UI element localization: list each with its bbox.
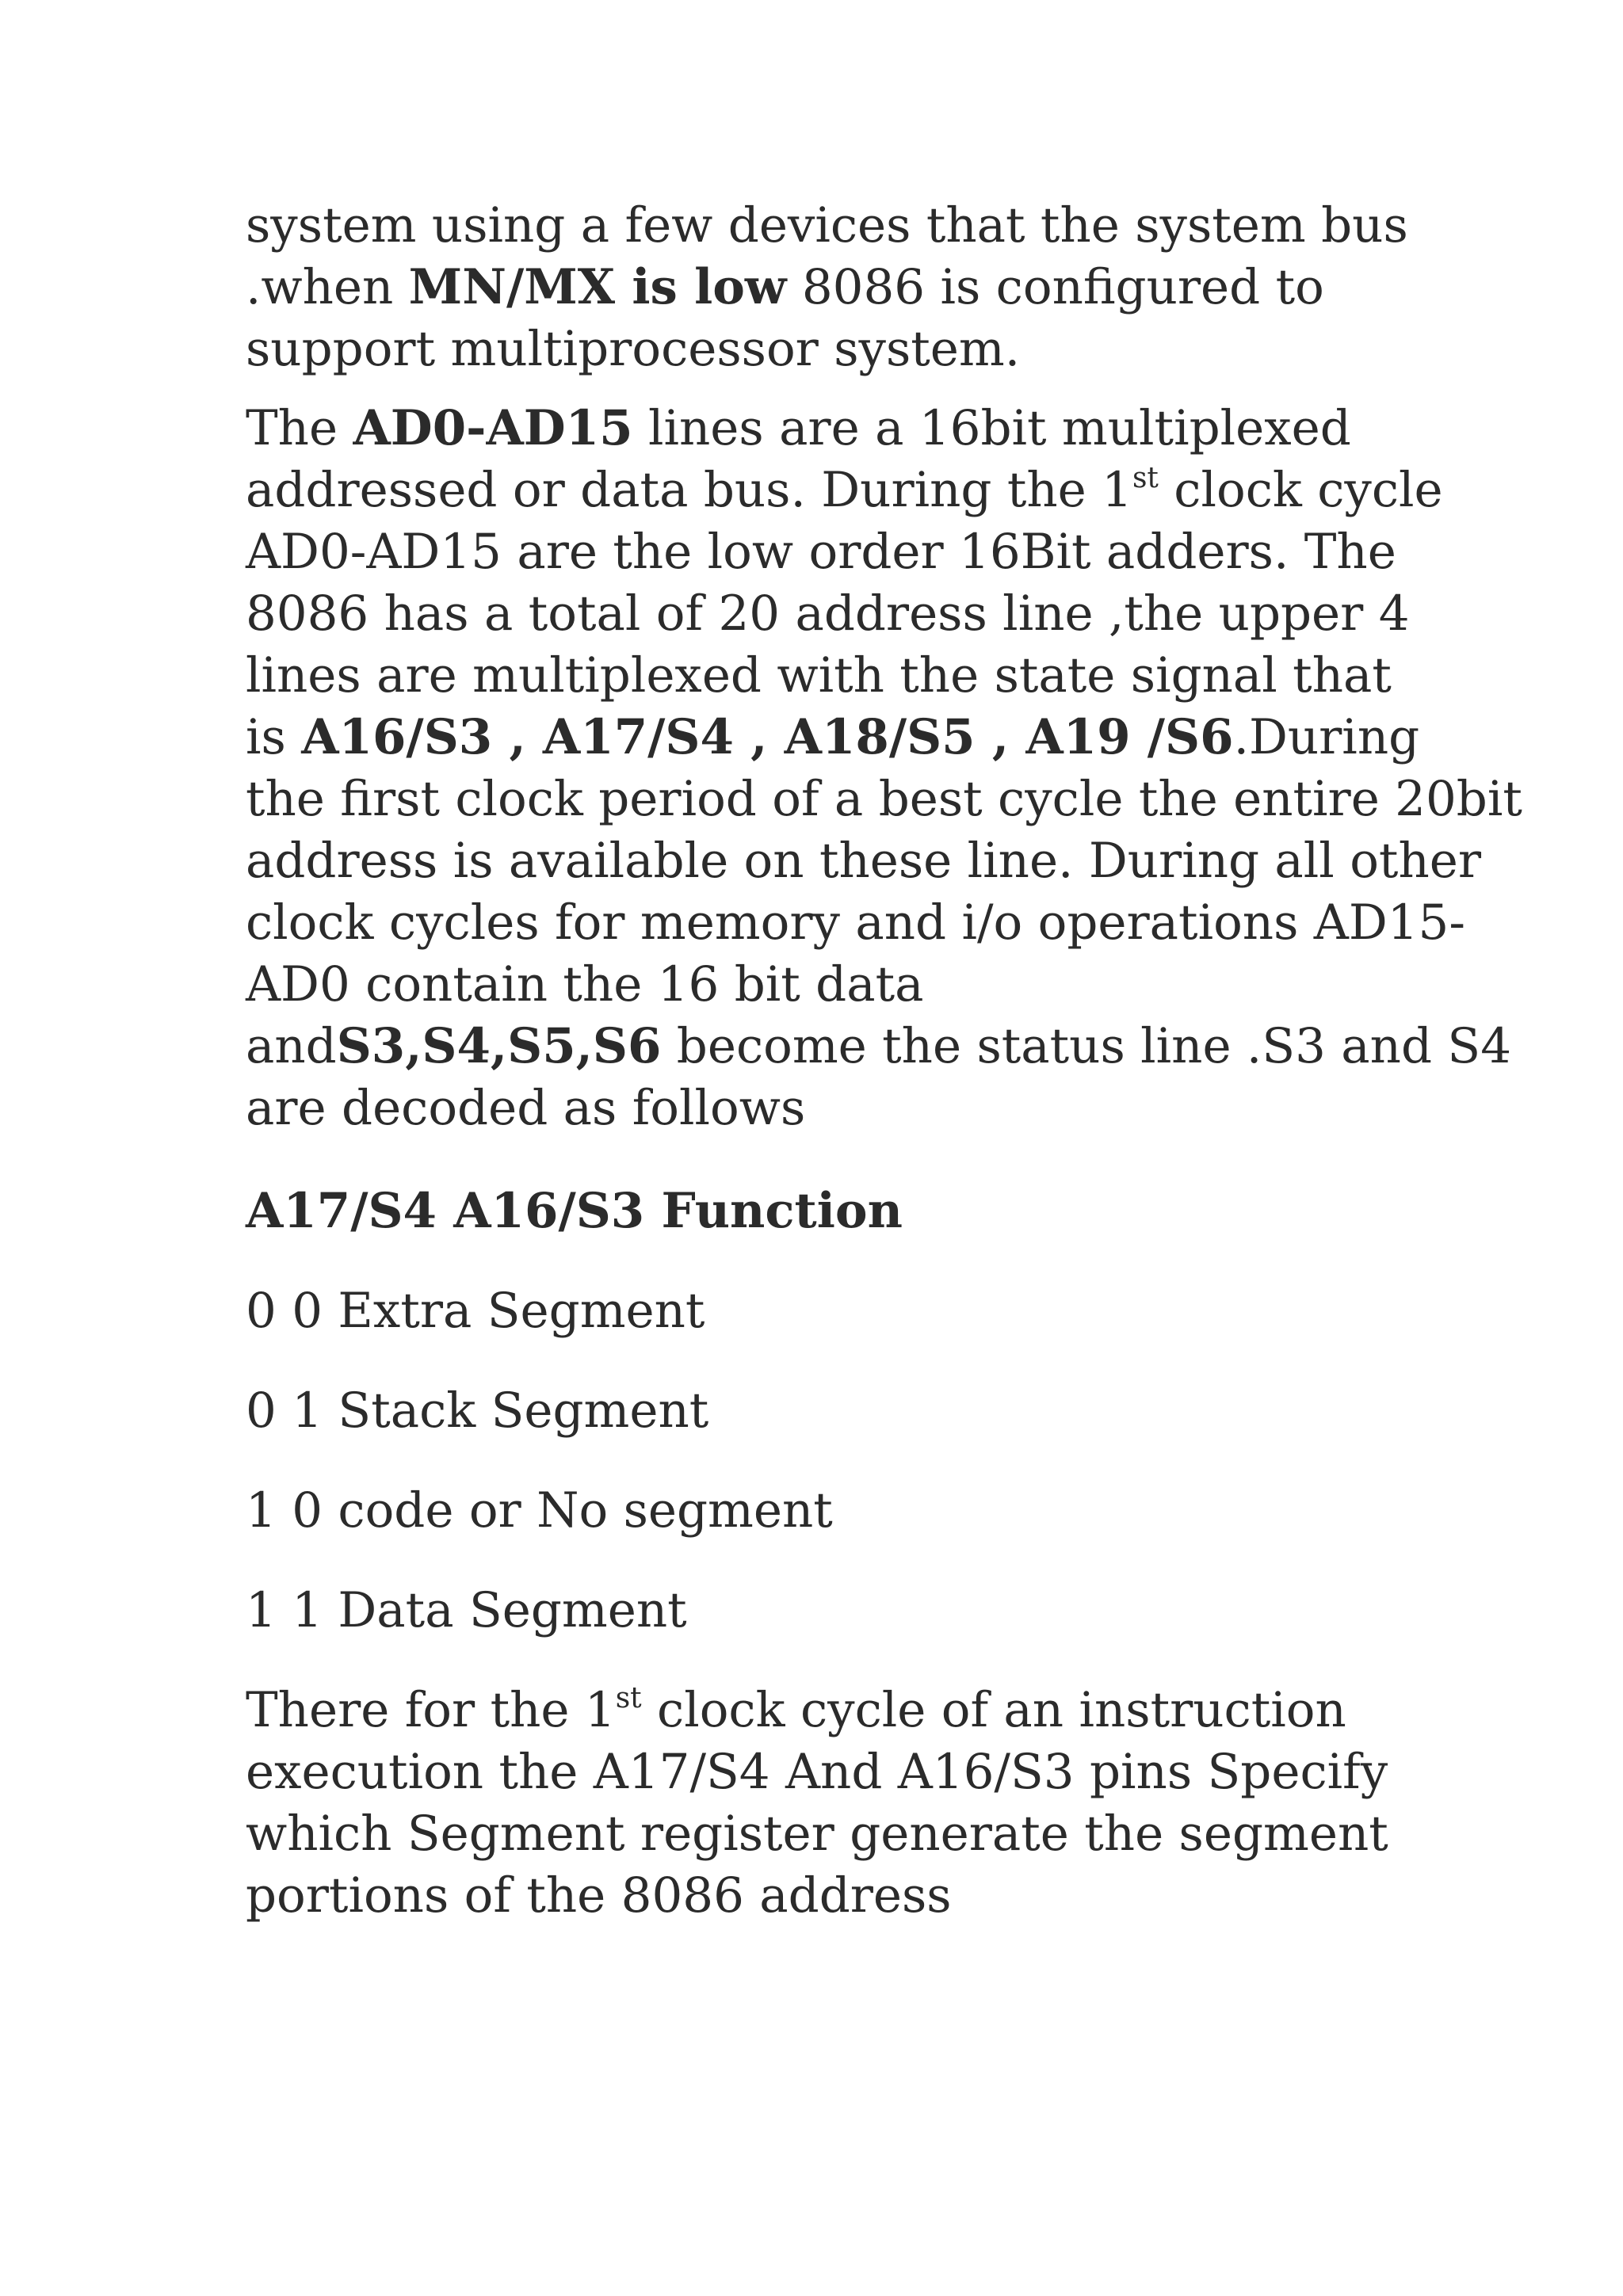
text-run: are decoded as follows	[246, 1080, 806, 1136]
text-run: 8086 has a total of 20 address line ,the upper 4	[246, 585, 1410, 642]
superscript: st	[615, 1682, 642, 1714]
decode-table-header	[246, 1180, 1514, 1242]
text-run: There for the 1	[246, 1682, 616, 1738]
decode-table-row	[246, 1280, 1514, 1342]
text-run: lines are a 16bit multiplexed	[632, 400, 1351, 456]
decode-table-row	[246, 1480, 1514, 1542]
text-run: is	[246, 709, 302, 765]
text-run: portions of the 8086 address	[246, 1867, 952, 1924]
text-run: lines are multiplexed with the state signal that	[246, 647, 1392, 704]
text-line	[246, 257, 1514, 318]
text-line	[246, 1803, 1514, 1865]
text-line	[246, 195, 1514, 257]
text-run: system using a few devices that the system bus	[246, 197, 1408, 254]
text-run: clock cycle of an instruction	[641, 1682, 1346, 1738]
paragraph-mn-mx	[246, 195, 1514, 380]
text-line	[246, 707, 1514, 769]
text-run: addressed or data bus. During the 1	[246, 462, 1132, 518]
table-header-text: A17/S4 A16/S3 Function	[246, 1183, 903, 1239]
bold-text: MN/MX is low	[408, 259, 787, 315]
text-run: clock cycle	[1158, 462, 1443, 518]
text-line	[246, 769, 1522, 830]
text-run: become the status line .S3 and S4	[661, 1018, 1511, 1074]
text-line	[246, 954, 1514, 1016]
text-run: The	[246, 400, 353, 456]
bold-text: AD0-AD15	[353, 400, 633, 456]
table-row-text: 0 1 Stack Segment	[246, 1383, 709, 1439]
text-run: execution the A17/S4 And A16/S3 pins Specify	[246, 1744, 1388, 1800]
text-run: support multiprocessor system.	[246, 321, 1021, 377]
superscript: st	[1132, 462, 1159, 494]
decode-table-row	[246, 1580, 1514, 1642]
text-line	[246, 830, 1514, 892]
text-run: .During	[1233, 709, 1420, 765]
text-line	[246, 583, 1514, 645]
text-run: AD0-AD15 are the low order 16Bit adders. The	[246, 524, 1396, 580]
text-line	[246, 1016, 1514, 1077]
paragraph-segment-register	[246, 1680, 1514, 1927]
text-line	[246, 1077, 1514, 1139]
text-line	[246, 460, 1514, 521]
text-line	[246, 892, 1514, 954]
text-run: clock cycles for memory and i/o operations AD15-	[246, 894, 1465, 951]
text-line	[246, 1741, 1514, 1803]
document-body	[246, 195, 1522, 1927]
text-run: the first clock period of a best cycle the entire 20bit	[246, 771, 1522, 827]
text-line	[246, 521, 1514, 583]
text-line	[246, 645, 1514, 707]
bold-text: A16/S3 , A17/S4 , A18/S5 , A19 /S6	[301, 709, 1234, 765]
table-row-text: 1 0 code or No segment	[246, 1482, 833, 1539]
text-run: address is available on these line. During all other	[246, 833, 1481, 889]
table-row-text: 0 0 Extra Segment	[246, 1283, 705, 1339]
text-line	[246, 398, 1514, 460]
text-run: and	[246, 1018, 337, 1074]
bold-text: S3,S4,S5,S6	[336, 1018, 662, 1074]
paragraph-ad-lines	[246, 398, 1522, 1139]
text-line	[246, 318, 1514, 380]
table-row-text: 1 1 Data Segment	[246, 1582, 687, 1638]
text-run: 8086 is configured to	[786, 259, 1324, 315]
text-run: AD0 contain the 16 bit data	[246, 956, 924, 1013]
text-line	[246, 1865, 1514, 1927]
text-run: which Segment register generate the segment	[246, 1806, 1388, 1862]
text-run: .when	[246, 259, 409, 315]
decode-table-row	[246, 1380, 1514, 1442]
text-line	[246, 1680, 1514, 1741]
